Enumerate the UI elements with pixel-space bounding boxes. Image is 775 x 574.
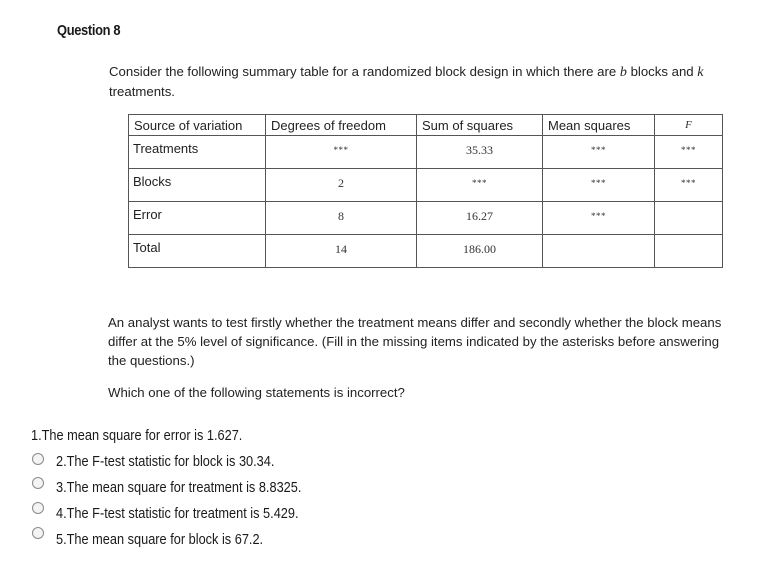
row-ss: 186.00 [463,242,496,256]
header-cell [655,115,723,136]
intro-part-1: Consider the following summary table for a randomized block design in which there are [109,64,620,79]
radio-button-option-2[interactable] [32,453,44,465]
header-cell [266,115,417,136]
header-cell [417,115,543,136]
table-cell [266,169,417,202]
row-df: *** [333,145,349,155]
table-cell [543,202,655,235]
table-cell [266,136,417,169]
radio-button-option-5[interactable] [32,527,44,539]
table-cell [129,235,266,268]
row-df: 14 [335,242,347,256]
row-df: 8 [338,209,344,223]
header-df: Degrees of freedom [271,117,386,133]
intro-part-2: blocks and [626,64,698,79]
table-cell [266,235,417,268]
row-source: Blocks [133,174,172,189]
option-3[interactable]: 3.The mean square for treatment is 8.8325. [56,480,302,496]
table-cell [129,169,266,202]
header-f: F [685,119,692,131]
variable-k: k [697,65,704,80]
row-f: *** [681,145,696,155]
row-ms: *** [591,145,606,155]
table-cell [655,136,723,169]
table-cell [417,202,543,235]
table-cell [655,202,723,235]
table-cell [417,136,543,169]
row-ss: *** [472,178,487,188]
option-1: 1.The mean square for error is 1.627. [31,428,243,444]
header-cell [543,115,655,136]
header-ms: Mean squares [548,117,631,133]
table-cell [417,169,543,202]
table-cell [543,235,655,268]
option-5[interactable]: 5.The mean square for block is 67.2. [56,532,264,548]
table-cell [655,235,723,268]
header-cell [129,115,266,136]
row-source: Total [133,240,161,255]
row-ms: *** [591,178,606,188]
radio-button-option-3[interactable] [32,477,44,489]
intro-part-3: treatments. [109,84,175,99]
radio-button-option-4[interactable] [32,502,44,514]
row-df: 2 [338,176,344,190]
table-row-blocks [129,169,723,202]
anova-summary-table [128,114,723,268]
row-ms: *** [591,211,606,221]
option-4[interactable]: 4.The F-test statistic for treatment is 5.429. [56,506,299,522]
question-title: Question 8 [57,22,121,39]
row-ms [543,235,654,244]
row-f [655,235,722,244]
question-text: Which one of the following statements is incorrect? [108,385,405,400]
intro-text [109,62,754,101]
header-source: Source of variation [134,117,243,133]
table-cell [543,169,655,202]
header-ss: Sum of squares [422,117,514,133]
analyst-text: An analyst wants to test firstly whether the treatment means differ and secondly whether the block means differ at the 5% level of significance. (Fill in the missing items indicated by the asterisks before answering the questions.) [108,315,722,368]
table-row-treatments [129,136,723,169]
table-cell [417,235,543,268]
table-header-row [129,115,723,136]
row-ss: 35.33 [466,143,493,157]
option-2[interactable]: 2.The F-test statistic for block is 30.34. [56,454,275,470]
table-cell [266,202,417,235]
table-cell [655,169,723,202]
row-source: Treatments [133,141,199,156]
row-f: *** [681,178,696,188]
table-cell [129,202,266,235]
row-source: Error [133,207,162,222]
row-ss: 16.27 [466,209,493,223]
table-row-total [129,235,723,268]
row-f [655,202,722,211]
variable-b: b [619,65,627,80]
table-cell [129,136,266,169]
table-row-error [129,202,723,235]
table-cell [543,136,655,169]
